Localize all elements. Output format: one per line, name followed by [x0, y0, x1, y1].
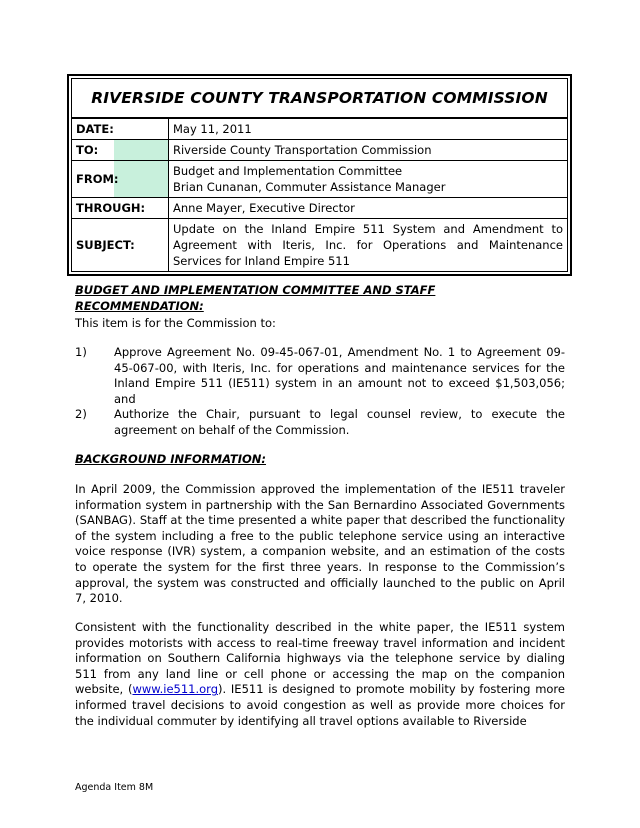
- memo-header-box: [67, 74, 572, 276]
- memo-row-through: [72, 198, 567, 219]
- memo-row-from: [72, 161, 567, 198]
- subject-value: Update on the Inland Empire 511 System and Amendment to Agreement with Iteris, Inc. for Operations and Maintenance Services for Inland Empire 511: [169, 219, 568, 272]
- recommendation-heading: BUDGET AND IMPLEMENTATION COMMITTEE AND STAFF RECOMMENDATION:: [75, 283, 436, 313]
- background-paragraph-1: In April 2009, the Commission approved the implementation of the IE511 traveler information system in partnership with the San Bernardino Associated Governments (SANBAG). Staff at the time presented a white paper that described the functionality of the system including a free to the public telephone service using an interactive voice response (IVR) system, a companion website, and an estimation of the costs to operate the system for the first three years. In response to the Commission’s approval, the system was constructed and officially launched to the public on April 7, 2010.: [75, 482, 565, 606]
- from-value-line1: Budget and Implementation Committee: [173, 164, 403, 178]
- recommendation-heading-block: [75, 283, 565, 314]
- recommendation-item: [75, 407, 565, 438]
- background-heading-block: [75, 452, 565, 468]
- ie511-website-link[interactable]: www.ie511.org: [132, 682, 219, 697]
- recommendation-intro-block: [75, 316, 565, 332]
- to-value: Riverside County Transportation Commission: [169, 140, 568, 161]
- date-label: DATE:: [72, 119, 169, 140]
- memo-row-to: [72, 140, 567, 161]
- memo-title: RIVERSIDE COUNTY TRANSPORTATION COMMISSION: [72, 79, 567, 119]
- recommendation-item-number: 1): [75, 345, 87, 359]
- through-value: Anne Mayer, Executive Director: [169, 198, 568, 219]
- memo-row-subject: [72, 219, 567, 272]
- date-value: May 11, 2011: [169, 119, 568, 140]
- memo-row-date: [72, 119, 567, 140]
- memo-fields-table: [72, 119, 567, 271]
- to-label: TO:: [72, 140, 169, 161]
- background-paragraph-2: [75, 620, 565, 729]
- agenda-item-footer: Agenda Item 8M: [75, 782, 154, 793]
- paragraph-2-text-before-link: Consistent with the functionality described in the white paper, the IE511 system provides motorists with access to real-time freeway travel information and incident information on Southern California highways via the telephone service by dialing 511 from any land line or cell phone or accessing the map on the companion website, (: [75, 620, 565, 697]
- from-value-line2: Brian Cunanan, Commuter Assistance Manager: [173, 180, 446, 194]
- through-label: THROUGH:: [72, 198, 169, 219]
- background-paragraph-2-block: [75, 620, 565, 729]
- recommendation-intro: This item is for the Commission to:: [75, 316, 276, 330]
- from-label: FROM:: [72, 161, 169, 198]
- recommendation-item: [75, 345, 565, 407]
- recommendation-list: [75, 345, 565, 439]
- recommendation-item-text: Approve Agreement No. 09-45-067-01, Amendment No. 1 to Agreement 09-45-067-00, with Iteris, Inc. for operations and maintenance services for the Inland Empire 511 (IE511) system in an amount not to exceed $1,503,056; and: [114, 345, 565, 406]
- background-heading: BACKGROUND INFORMATION:: [75, 452, 267, 466]
- memo-header-inner: [71, 78, 568, 272]
- recommendation-item-text: Authorize the Chair, pursuant to legal counsel review, to execute the agreement on behalf of the Commission.: [114, 407, 565, 437]
- subject-label: SUBJECT:: [72, 219, 169, 272]
- paragraph-2-text-after-link: ). IE511 is designed to promote mobility by fostering more informed travel decisions to avoid congestion as well as provide more choices for the individual commuter by identifying all travel options available to Riverside: [75, 682, 565, 728]
- recommendation-item-number: 2): [75, 407, 87, 422]
- from-value: [169, 161, 568, 198]
- background-paragraph-1-block: [75, 482, 565, 607]
